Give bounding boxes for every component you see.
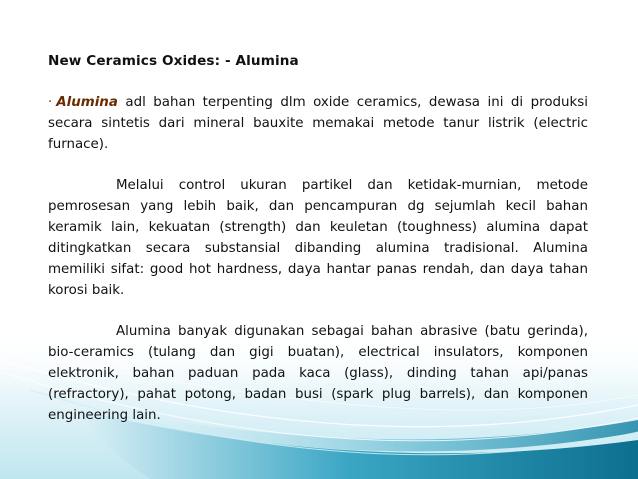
paragraph-properties: Melalui control ukuran partikel dan ketidak-murnian, metode pemrosesan yang lebih baik, dan pencampuran dg sejumlah kecil bahan keramik lain, kekuatan (strength) dan keuletan (toughness) alumina dapat ditingkatkan secara substansial dibanding alumina tradisional. Alumina memiliki sifat: good hot hardness, daya hantar panas rendah, dan daya tahan korosi baik.	[48, 178, 588, 298]
paragraph1-text: adl bahan terpenting dlm oxide ceramics, dewasa ini di produksi secara sintetis dari mineral bauxite memakai metode tanur listrik (electric furnace).	[48, 95, 588, 152]
slide-title: New Ceramics Oxides: - Alumina	[48, 53, 299, 69]
paragraph-alumina-definition	[48, 92, 588, 155]
paragraph-applications: Alumina banyak digunakan sebagai bahan abrasive (batu gerinda), bio-ceramics (tulang dan gigi buatan), electrical insulators, komponen elektronik, bahan paduan pada kaca (glass), dinding tahan api/panas (refractory), pahat potong, badan busi (spark plug barrels), dan komponen engineering lain.	[48, 324, 588, 423]
slide-content	[48, 51, 588, 426]
highlighted-term: Alumina	[56, 95, 118, 110]
bullet-icon: ·	[48, 95, 53, 110]
